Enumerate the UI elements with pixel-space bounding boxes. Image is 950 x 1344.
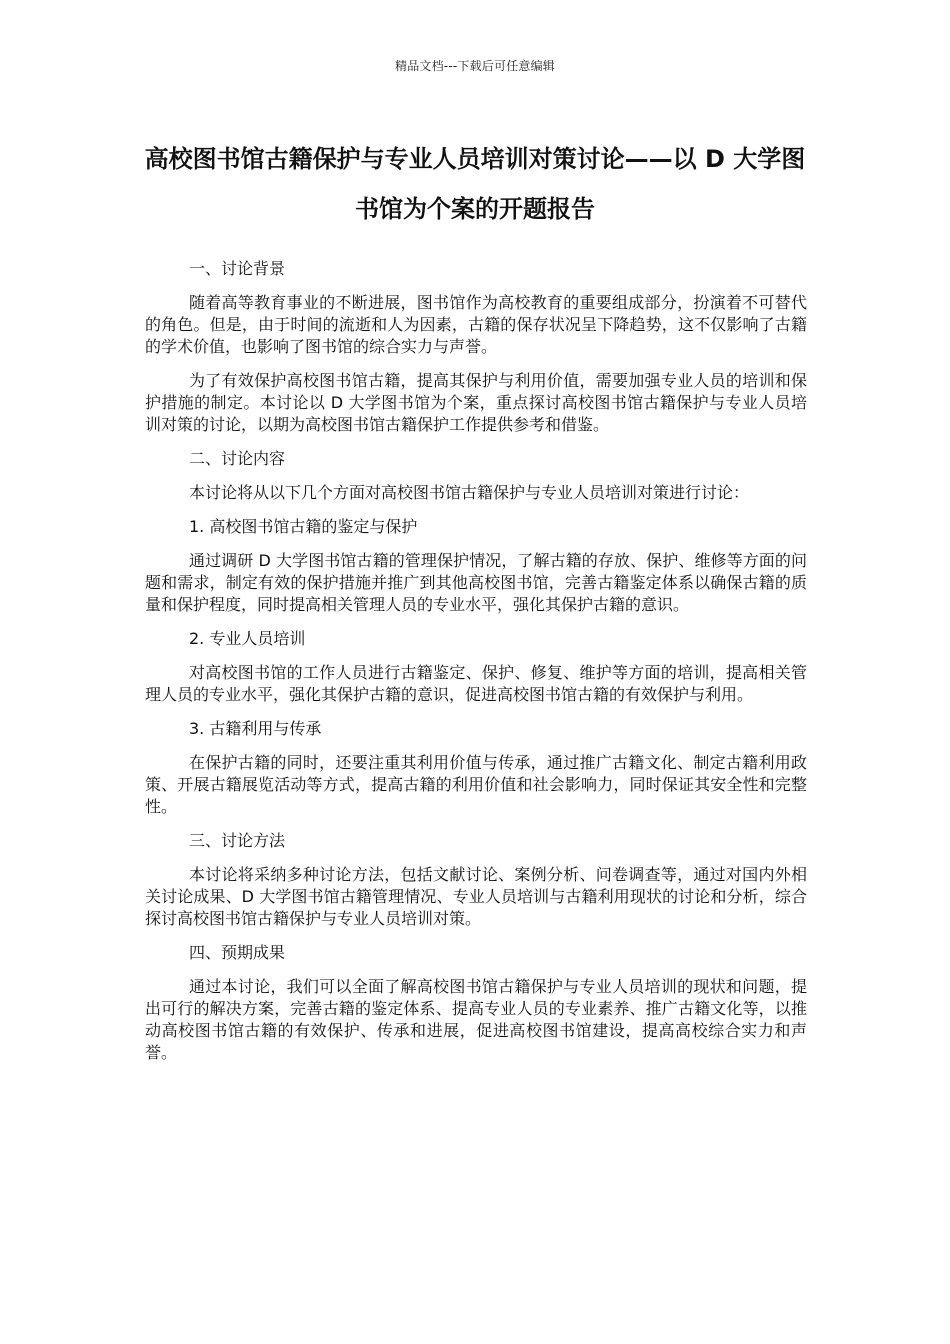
paragraph: 随着高等教育事业的不断进展，图书馆作为高校教育的重要组成部分，扮演着不可替代的角色。但是，由于时间的流逝和人为因素，古籍的保存状况呈下降趋势，这不仅影响了古籍的学术价值，也影响了图书馆的综合实力与声誉。 (145, 293, 807, 356)
header-note: 精品文档---下载后可任意编辑 (395, 59, 555, 73)
paragraph: 通过本讨论，我们可以全面了解高校图书馆古籍保护与专业人员培训的现状和问题，提出可行的解决方案，完善古籍的鉴定体系、提高专业人员的专业素养、推广古籍文化等，以推动高校图书馆古籍的有效保护、传承和进展，促进高校图书馆建设，提高高校综合实力和声誉。 (145, 977, 807, 1062)
document-title: 高校图书馆古籍保护与专业人员培训对策讨论——以 D 大学图书馆为个案的开题报告 (144, 145, 806, 223)
document-body (145, 258, 807, 1076)
paragraph: 本讨论将从以下几个方面对高校图书馆古籍保护与专业人员培训对策进行讨论： (189, 483, 750, 502)
section-heading-content: 二、讨论内容 (189, 449, 286, 468)
section-heading-outcomes: 四、预期成果 (189, 943, 286, 962)
paragraph: 对高校图书馆的工作人员进行古籍鉴定、保护、修复、维护等方面的培训，提高相关管理人员的专业水平，强化其保护古籍的意识，促进高校图书馆古籍的有效保护与利用。 (145, 663, 807, 704)
paragraph: 为了有效保护高校图书馆古籍，提高其保护与利用价值，需要加强专业人员的培训和保护措施的制定。本讨论以 D 大学图书馆为个案，重点探讨高校图书馆古籍保护与专业人员培训对策的讨论，以期为高校图书馆古籍保护工作提供参考和借鉴。 (145, 371, 807, 434)
paragraph: 通过调研 D 大学图书馆古籍的管理保护情况，了解古籍的存放、保护、维修等方面的问题和需求，制定有效的保护措施并推广到其他高校图书馆，完善古籍鉴定体系以确保古籍的质量和保护程度，同时提高相关管理人员的专业水平，强化其保护古籍的意识。 (145, 551, 807, 614)
subsection-heading-training: 2. 专业人员培训 (189, 629, 306, 648)
paragraph: 在保护古籍的同时，还要注重其利用价值与传承，通过推广古籍文化、制定古籍利用政策、开展古籍展览活动等方式，提高古籍的利用价值和社会影响力，同时保证其安全性和完整性。 (145, 753, 807, 816)
subsection-heading-identification: 1. 高校图书馆古籍的鉴定与保护 (189, 517, 418, 536)
subsection-heading-utilization: 3. 古籍利用与传承 (189, 719, 322, 738)
section-heading-methods: 三、讨论方法 (189, 831, 286, 850)
paragraph: 本讨论将采纳多种讨论方法，包括文献讨论、案例分析、问卷调查等，通过对国内外相关讨论成果、D 大学图书馆古籍管理情况、专业人员培训与古籍利用现状的讨论和分析，综合探讨高校图书馆古籍保护与专业人员培训对策。 (145, 865, 807, 928)
section-heading-background: 一、讨论背景 (189, 259, 286, 278)
